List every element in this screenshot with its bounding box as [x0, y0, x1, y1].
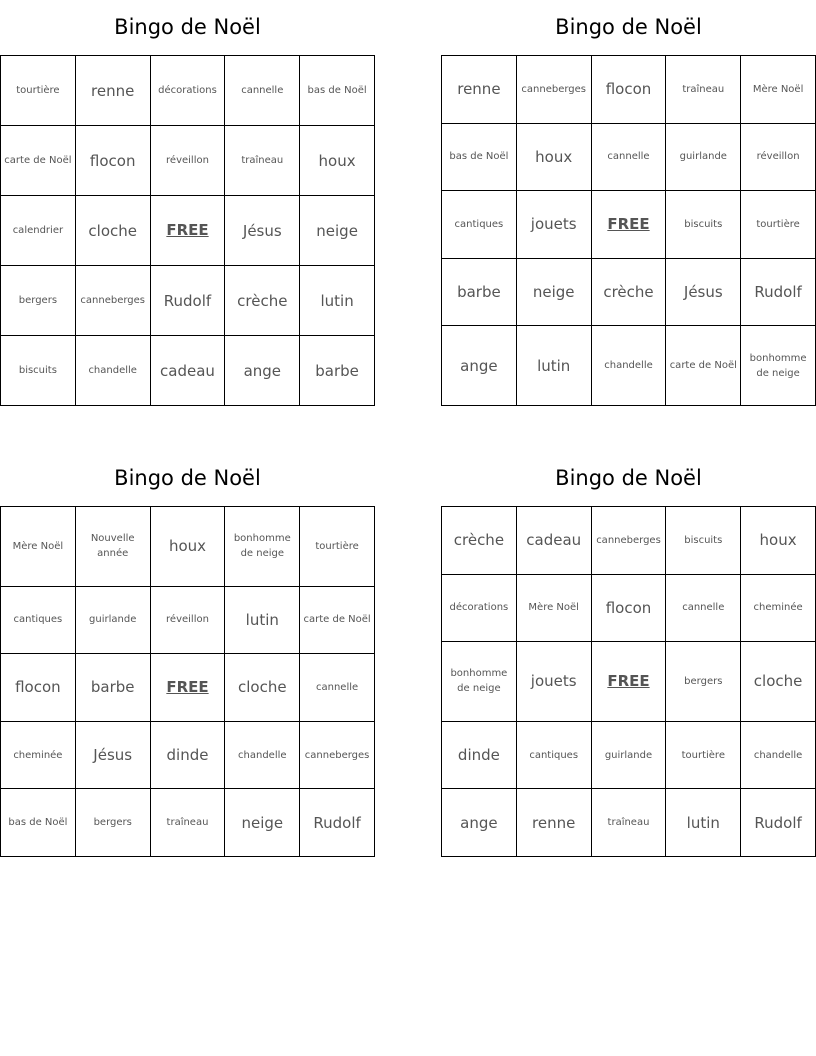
bingo-cell: flocon: [592, 56, 667, 124]
bingo-cell: canneberges: [517, 56, 592, 124]
bingo-cell: biscuits: [1, 336, 76, 406]
bingo-cell: traîneau: [666, 56, 741, 124]
bingo-cell: cadeau: [151, 336, 226, 406]
bingo-cell: dinde: [442, 722, 517, 790]
free-space-cell: FREE: [592, 191, 667, 259]
bingo-cell: ange: [442, 789, 517, 857]
bingo-card-1: [0, 0, 375, 406]
bingo-cell: bergers: [76, 789, 151, 857]
bingo-cell: cannelle: [225, 56, 300, 126]
bingo-cell: neige: [225, 789, 300, 857]
bingo-cell: bonhomme de neige: [225, 507, 300, 587]
bingo-cell: Rudolf: [741, 789, 816, 857]
bingo-cell: cannelle: [300, 654, 375, 722]
bingo-cell: carte de Noël: [666, 326, 741, 406]
bingo-cell: traîneau: [592, 789, 667, 857]
bingo-cell: carte de Noël: [300, 587, 375, 655]
bingo-cell: biscuits: [666, 191, 741, 259]
bingo-cell: flocon: [1, 654, 76, 722]
bingo-cell: chandelle: [225, 722, 300, 790]
bingo-cell: guirlande: [76, 587, 151, 655]
bingo-cell: Nouvelle année: [76, 507, 151, 587]
bingo-cell: renne: [442, 56, 517, 124]
bingo-cell: tourtière: [741, 191, 816, 259]
bingo-cell: Mère Noël: [741, 56, 816, 124]
bingo-cell: calendrier: [1, 196, 76, 266]
bingo-cell: canneberges: [76, 266, 151, 336]
bingo-grid: [441, 55, 816, 406]
bingo-cell: cadeau: [517, 507, 592, 575]
bingo-cell: flocon: [76, 126, 151, 196]
bingo-cell: cantiques: [1, 587, 76, 655]
bingo-card-4: [441, 451, 816, 857]
bingo-cell: décorations: [151, 56, 226, 126]
bingo-cell: neige: [517, 259, 592, 327]
bingo-cell: bas de Noël: [300, 56, 375, 126]
bingo-card-3: [0, 451, 375, 857]
bingo-cell: bergers: [666, 642, 741, 722]
card-title: Bingo de Noël: [555, 466, 702, 490]
bingo-cell: crèche: [592, 259, 667, 327]
bingo-cell: Rudolf: [741, 259, 816, 327]
bingo-cell: chandelle: [592, 326, 667, 406]
bingo-cell: guirlande: [592, 722, 667, 790]
bingo-cell: neige: [300, 196, 375, 266]
bingo-cell: traîneau: [225, 126, 300, 196]
free-space-cell: FREE: [592, 642, 667, 722]
bingo-cell: bas de Noël: [442, 124, 517, 192]
bingo-cell: biscuits: [666, 507, 741, 575]
bingo-cell: réveillon: [151, 126, 226, 196]
bingo-cell: dinde: [151, 722, 226, 790]
bingo-cell: Jésus: [666, 259, 741, 327]
card-title: Bingo de Noël: [555, 15, 702, 39]
free-space-cell: FREE: [151, 196, 226, 266]
card-title: Bingo de Noël: [114, 466, 261, 490]
bingo-grid: [441, 506, 816, 857]
bingo-cell: Mère Noël: [517, 575, 592, 643]
bingo-cell: décorations: [442, 575, 517, 643]
bingo-cell: réveillon: [151, 587, 226, 655]
bingo-cell: canneberges: [300, 722, 375, 790]
bingo-cell: Mère Noël: [1, 507, 76, 587]
bingo-cell: tourtière: [666, 722, 741, 790]
bingo-cell: Rudolf: [151, 266, 226, 336]
bingo-cell: barbe: [76, 654, 151, 722]
bingo-cell: barbe: [300, 336, 375, 406]
bingo-cell: lutin: [225, 587, 300, 655]
bingo-cell: chandelle: [76, 336, 151, 406]
bingo-cell: flocon: [592, 575, 667, 643]
bingo-grid: [0, 55, 375, 406]
bingo-cell: cannelle: [592, 124, 667, 192]
bingo-cell: traîneau: [151, 789, 226, 857]
bingo-cell: cloche: [741, 642, 816, 722]
bingo-cell: ange: [442, 326, 517, 406]
bingo-cell: Jésus: [225, 196, 300, 266]
bingo-cell: crèche: [225, 266, 300, 336]
bingo-cell: bas de Noël: [1, 789, 76, 857]
bingo-cell: barbe: [442, 259, 517, 327]
bingo-cell: cantiques: [442, 191, 517, 259]
bingo-cell: bonhomme de neige: [442, 642, 517, 722]
bingo-cell: carte de Noël: [1, 126, 76, 196]
bingo-cell: chandelle: [741, 722, 816, 790]
bingo-cell: cloche: [76, 196, 151, 266]
bingo-cell: jouets: [517, 191, 592, 259]
bingo-cell: guirlande: [666, 124, 741, 192]
bingo-cell: tourtière: [1, 56, 76, 126]
bingo-grid: [0, 506, 375, 857]
bingo-cell: cheminée: [741, 575, 816, 643]
bingo-cell: cheminée: [1, 722, 76, 790]
bingo-cell: renne: [76, 56, 151, 126]
bingo-cell: Rudolf: [300, 789, 375, 857]
bingo-cell: lutin: [666, 789, 741, 857]
free-space-cell: FREE: [151, 654, 226, 722]
bingo-cell: houx: [151, 507, 226, 587]
bingo-cell: Jésus: [76, 722, 151, 790]
bingo-cell: canneberges: [592, 507, 667, 575]
bingo-cell: houx: [517, 124, 592, 192]
bingo-cell: cantiques: [517, 722, 592, 790]
bingo-cell: cannelle: [666, 575, 741, 643]
bingo-cell: houx: [741, 507, 816, 575]
bingo-cell: houx: [300, 126, 375, 196]
bingo-cell: lutin: [300, 266, 375, 336]
bingo-cell: bonhomme de neige: [741, 326, 816, 406]
bingo-cell: bergers: [1, 266, 76, 336]
card-title: Bingo de Noël: [114, 15, 261, 39]
bingo-cell: renne: [517, 789, 592, 857]
bingo-cell: crèche: [442, 507, 517, 575]
bingo-cell: réveillon: [741, 124, 816, 192]
bingo-cell: lutin: [517, 326, 592, 406]
bingo-cell: cloche: [225, 654, 300, 722]
bingo-cell: tourtière: [300, 507, 375, 587]
bingo-cell: ange: [225, 336, 300, 406]
bingo-card-2: [441, 0, 816, 406]
bingo-cell: jouets: [517, 642, 592, 722]
